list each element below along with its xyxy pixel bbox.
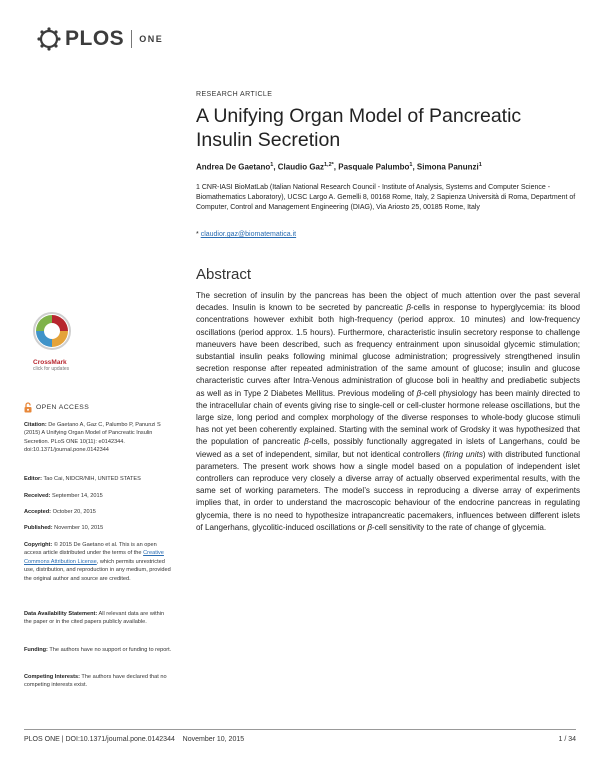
data-availability-block: Data Availability Statement: All relevant data are within the paper or in the cited papers publicly available.: [24, 611, 165, 626]
copyright-block: Copyright: © 2015 De Gaetano et al. This is an open access article distributed under the terms of the Creative Commons Attribution License, which permits unrestricted use, distribution, and reproduction in any medium, provided the original author and source are credited.: [24, 542, 171, 582]
competing-interests-block: Competing Interests: The authors have declared that no competing interests exist.: [24, 674, 167, 689]
author-name[interactable]: Simona Panunzi: [416, 162, 479, 172]
citation-block: Citation: De Gaetano A, Gaz C, Palumbo P, Panunzi S (2015) A Unifying Organ Model of Pancreatic Insulin Secretion. PLoS ONE 10(11): e0142344. doi:10.1371/journal.pone.0142344: [24, 422, 161, 454]
author-affiliation-marker: 1: [270, 162, 274, 168]
affiliations: 1 CNR-IASI BioMatLab (Italian National Research Council - Institute of Analysis, Systems and Computer Science - Biomathematics Laboratory), UCSC Largo A. Gemelli 8, 00168 Rome, Italy, 2 Sapienza Università di Roma, Department of Computer, Control and Management Engineering (DIAG), Via Ariosto 25, 00185 Rome, Italy: [196, 184, 576, 211]
author-name[interactable]: Pasquale Palumbo: [338, 162, 410, 172]
logo-divider: [131, 30, 132, 48]
logo-wordmark: PLOS: [65, 27, 125, 50]
crossmark-icon[interactable]: [32, 311, 72, 359]
license-link[interactable]: Creative Commons Attribution License: [24, 550, 164, 565]
footer-citation: PLOS ONE | DOI:10.1371/journal.pone.0142344 November 10, 2015: [24, 736, 245, 743]
journal-name: ONE: [139, 34, 164, 44]
author-affiliation-marker: 1,2*: [324, 162, 334, 168]
open-access-label: OPEN ACCESS: [36, 404, 90, 411]
author-affiliation-marker: 1: [478, 162, 482, 168]
received-block: Received: September 14, 2015: [24, 493, 103, 499]
corresponding-marker: *: [196, 231, 199, 238]
article-type: RESEARCH ARTICLE: [196, 91, 273, 98]
open-access-badge: [24, 402, 89, 413]
editor-block: Editor: Tao Cai, NIDCR/NIH, UNITED STATES: [24, 476, 141, 482]
footer-divider: [24, 729, 576, 730]
author-name[interactable]: Andrea De Gaetano: [196, 162, 271, 172]
published-block: Published: November 10, 2015: [24, 525, 104, 531]
crossmark-label[interactable]: CrossMark click for updates: [33, 359, 70, 372]
author-name[interactable]: Claudio Gaz: [277, 162, 324, 172]
page-number: 1 / 34: [558, 736, 576, 743]
funding-block: Funding: The authors have no support or funding to report.: [24, 647, 172, 653]
accepted-block: Accepted: October 20, 2015: [24, 509, 96, 515]
corresponding-email-link[interactable]: claudior.gaz@biomatematica.it: [200, 231, 297, 238]
article-title: A Unifying Organ Model of Pancreatic Insulin Secretion: [196, 105, 522, 151]
author-affiliation-marker: 1: [409, 162, 413, 168]
open-lock-icon: [24, 402, 32, 413]
author-list: Andrea De Gaetano$^1$, Claudio Gaz$^{1,2*}$, Pasquale Palumbo$^1$, Simona Panunzi$^1$: [196, 162, 482, 172]
journal-logo: [36, 26, 163, 52]
plos-logo-icon: [36, 26, 62, 52]
abstract-heading: Abstract: [196, 266, 252, 283]
abstract-text: The secretion of insulin by the pancreas has been the object of much attention over the past several decades. Insulin is known to be secreted by pancreatic β-cells in response to hyperglycemia: its blood concentrations however exhibit both high-frequency (period approx. 10 minutes) and low-frequency oscillations (period approx. 1.5 hours). Furthermore, characteristic insulin secretory response to challenge maneuvers have been described, such as frequency entrainment upon sinusoidal glycemic stimulation; substantial insulin peaks following minimal glucose administration; progressively strengthened insulin secretion response after repeated administration of the same amount of glucose; insulin and glucose characteristic curves after Intra-Venous administration of glucose boli in healthy and prediabetic subjects as well as in Type 2 Diabetes Mellitus. Previous modeling of β-cell physiology has been mainly directed to the intracellular chain of events giving rise to single-cell or cell-cluster hormone release oscillations, but the large size, long period and complex morphology of the diverse responses to whole-body glucose stimuli has not yet been coherently explained. Starting with the seminal work of Grodsky it was hypothesized that the population of pancreatic β-cells, possibly functionally aggregated in islets of Langerhans, could be viewed as a set of independent, similar, but not identical controllers (firing units) with distributed functional parameters. The present work shows how a single model based on a population of independent islet controllers can reproduce very closely a diverse array of actually observed experimental results, with the same set of working parameters. The model’s success in reproducing a diverse array of experiments implies that, in order to understand the macroscopic behaviour of the endocrine pancreas in regulating glycemia, there is no need to hypothesize intrapancreatic pacemakers, influences between different islets of Langerhans, glycolitic-induced oscillations or β-cell sensitivity to the rate of change of glycemia.: [196, 291, 581, 532]
corresponding-author: [196, 231, 296, 238]
